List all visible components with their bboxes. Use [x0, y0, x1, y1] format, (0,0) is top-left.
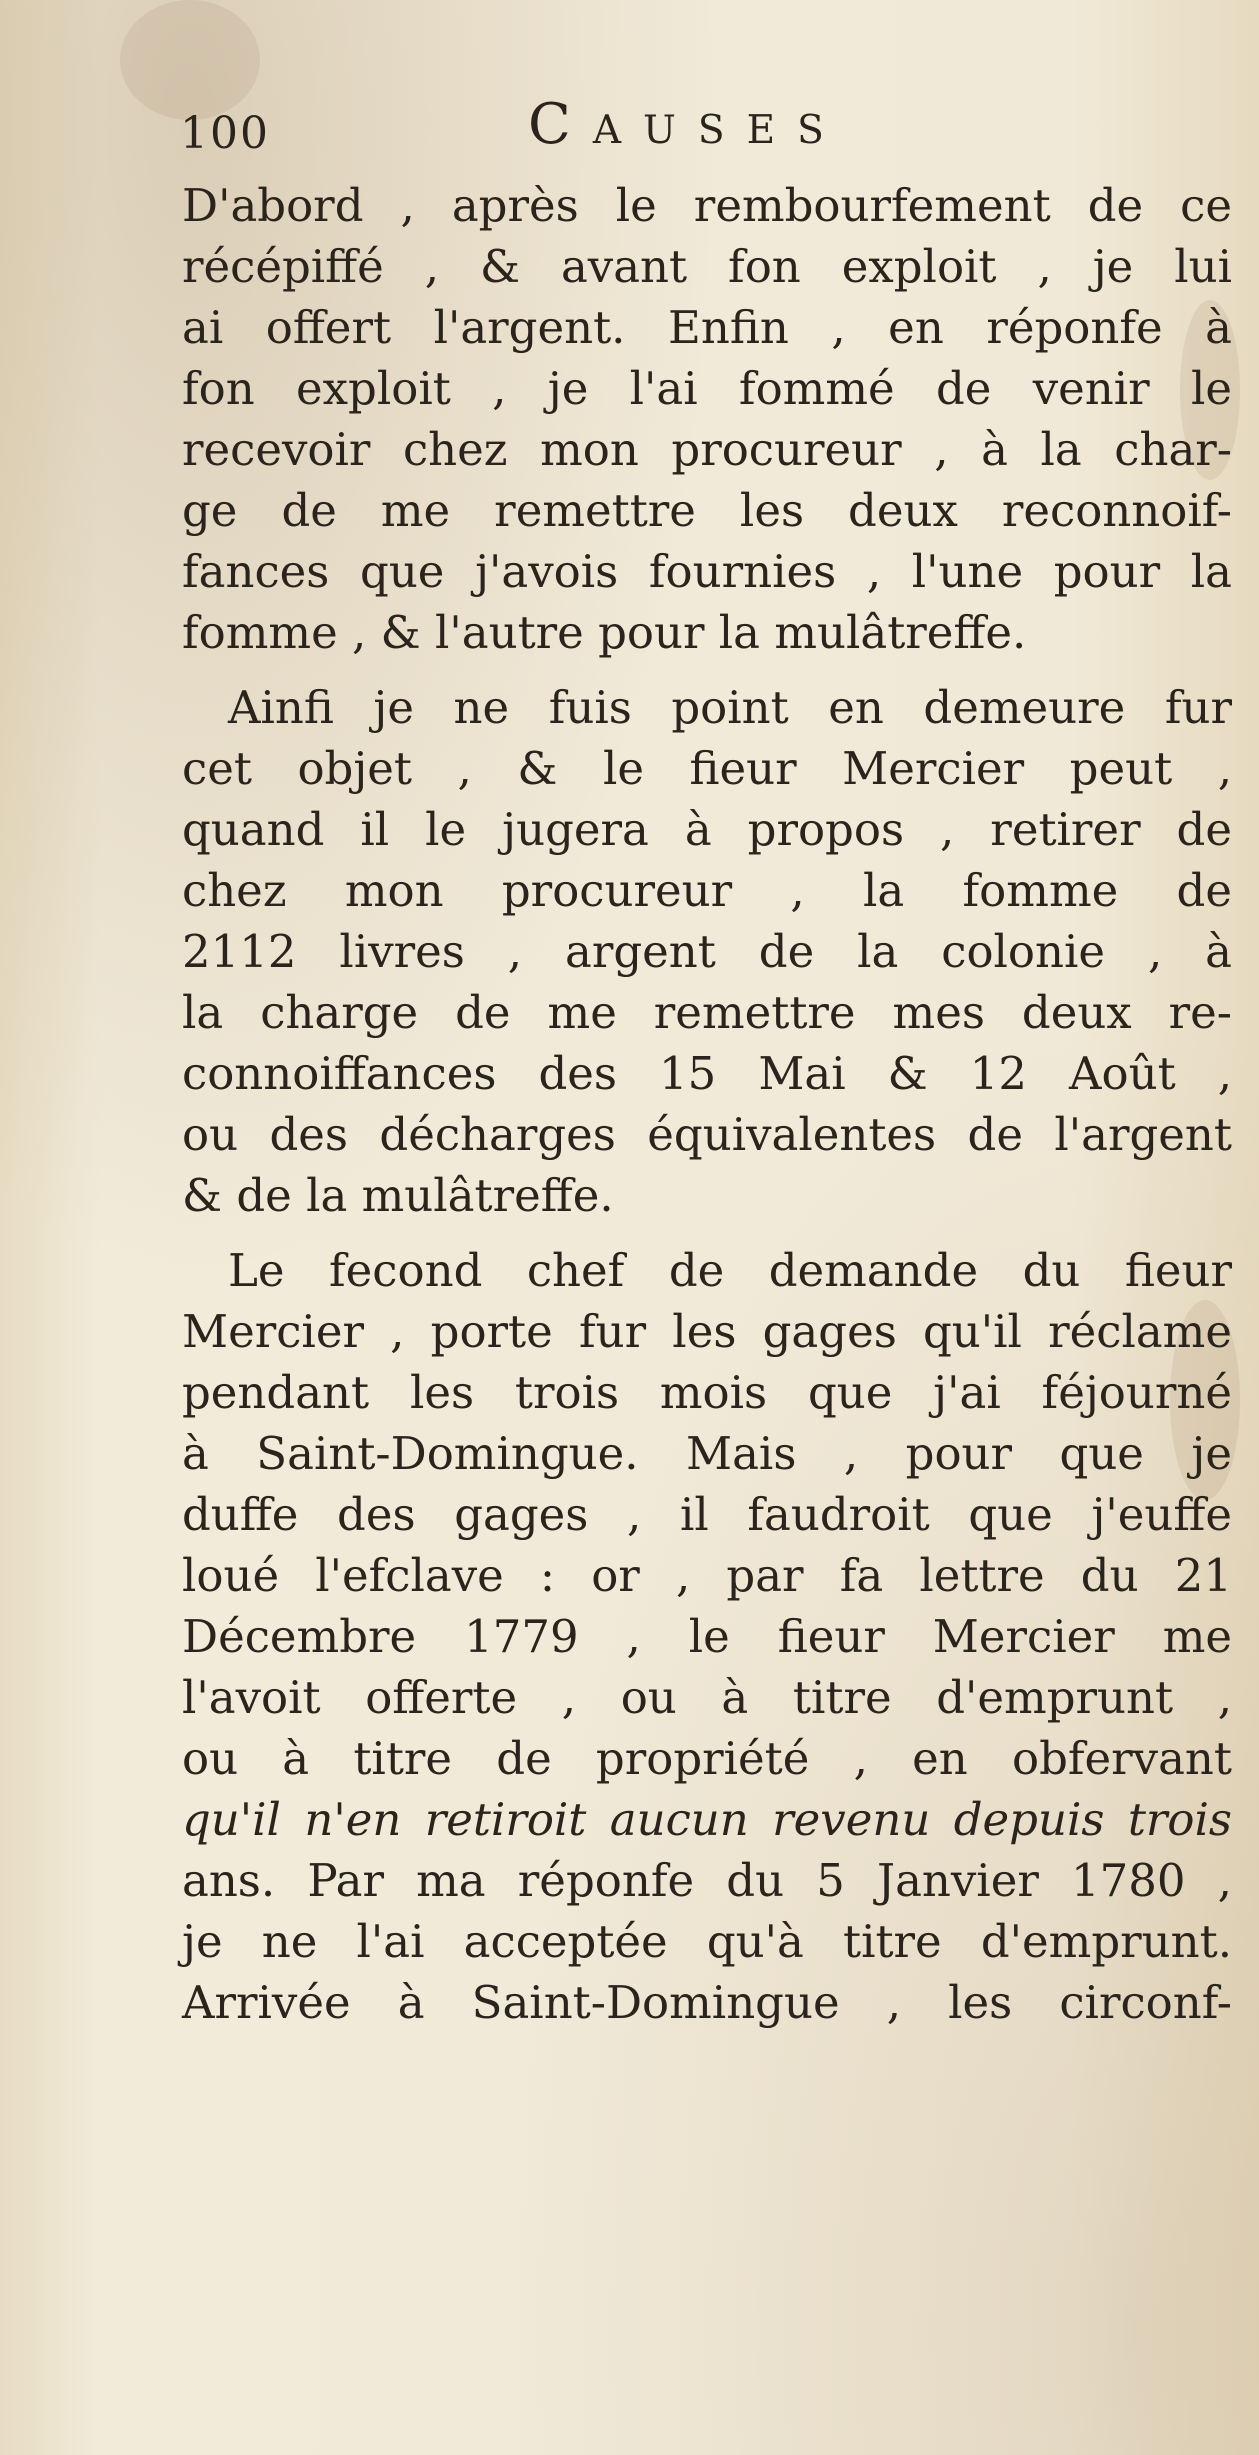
text-line: l'avoit offerte , ou à titre d'emprunt , — [182, 1671, 1232, 1724]
text-line: loué l'efclave : or , par fa lettre du 21 — [182, 1549, 1232, 1602]
running-head: Causes — [528, 92, 846, 157]
text-line: D'abord , après le rembourfement de ce — [182, 179, 1232, 232]
text-line: chez mon procureur , la fomme de — [182, 864, 1232, 917]
text-line: la charge de me remettre mes deux re- — [182, 986, 1232, 1039]
text-line: ou à titre de propriété , en obfervant — [182, 1732, 1232, 1785]
text-line: fomme , & l'autre pour la mulâtreffe. — [182, 606, 1027, 659]
text-line: ai offert l'argent. Enfin , en réponfe à — [182, 301, 1232, 354]
body-text — [182, 175, 1232, 2033]
text-line: Le fecond chef de demande du fieur — [228, 1244, 1232, 1297]
text-line: & de la mulâtreffe. — [182, 1169, 614, 1222]
text-line: quand il le jugera à propos , retirer de — [182, 803, 1232, 856]
text-line: fances que j'avois fournies , l'une pour la — [182, 545, 1232, 598]
text-line: pendant les trois mois que j'ai féjourné — [182, 1366, 1232, 1419]
text-line: je ne l'ai acceptée qu'à titre d'emprunt. — [182, 1915, 1232, 1968]
text-line: Arrivée à Saint-Domingue , les circonf- — [182, 1976, 1232, 2029]
paper-stain — [120, 0, 260, 120]
text-line: ge de me remettre les deux reconnoif- — [182, 484, 1232, 537]
text-line: fon exploit , je l'ai fommé de venir le — [182, 362, 1232, 415]
text-line: connoiffances des 15 Mai & 12 Août , — [182, 1047, 1232, 1100]
text-line: ans. Par ma réponfe du 5 Janvier 1780 , — [182, 1854, 1232, 1907]
text-line: Mercier , porte fur les gages qu'il réclame — [182, 1305, 1232, 1358]
text-line: duffe des gages , il faudroit que j'euffe — [182, 1488, 1232, 1541]
text-line: cet objet , & le fieur Mercier peut , — [182, 742, 1232, 795]
page-number: 100 — [180, 108, 270, 159]
text-line: ou des décharges équivalentes de l'argent — [182, 1108, 1232, 1161]
text-line: à Saint-Domingue. Mais , pour que je — [182, 1427, 1232, 1480]
text-line: Décembre 1779 , le fieur Mercier me — [182, 1610, 1232, 1663]
text-line: Ainfi je ne fuis point en demeure fur — [228, 681, 1232, 734]
text-line: récépiffé , & avant fon exploit , je lui — [182, 240, 1232, 293]
text-line: qu'il n'en retiroit aucun revenu depuis trois — [182, 1793, 1232, 1846]
text-line: 2112 livres , argent de la colonie , à — [182, 925, 1232, 978]
text-line: recevoir chez mon procureur , à la char- — [182, 423, 1232, 476]
